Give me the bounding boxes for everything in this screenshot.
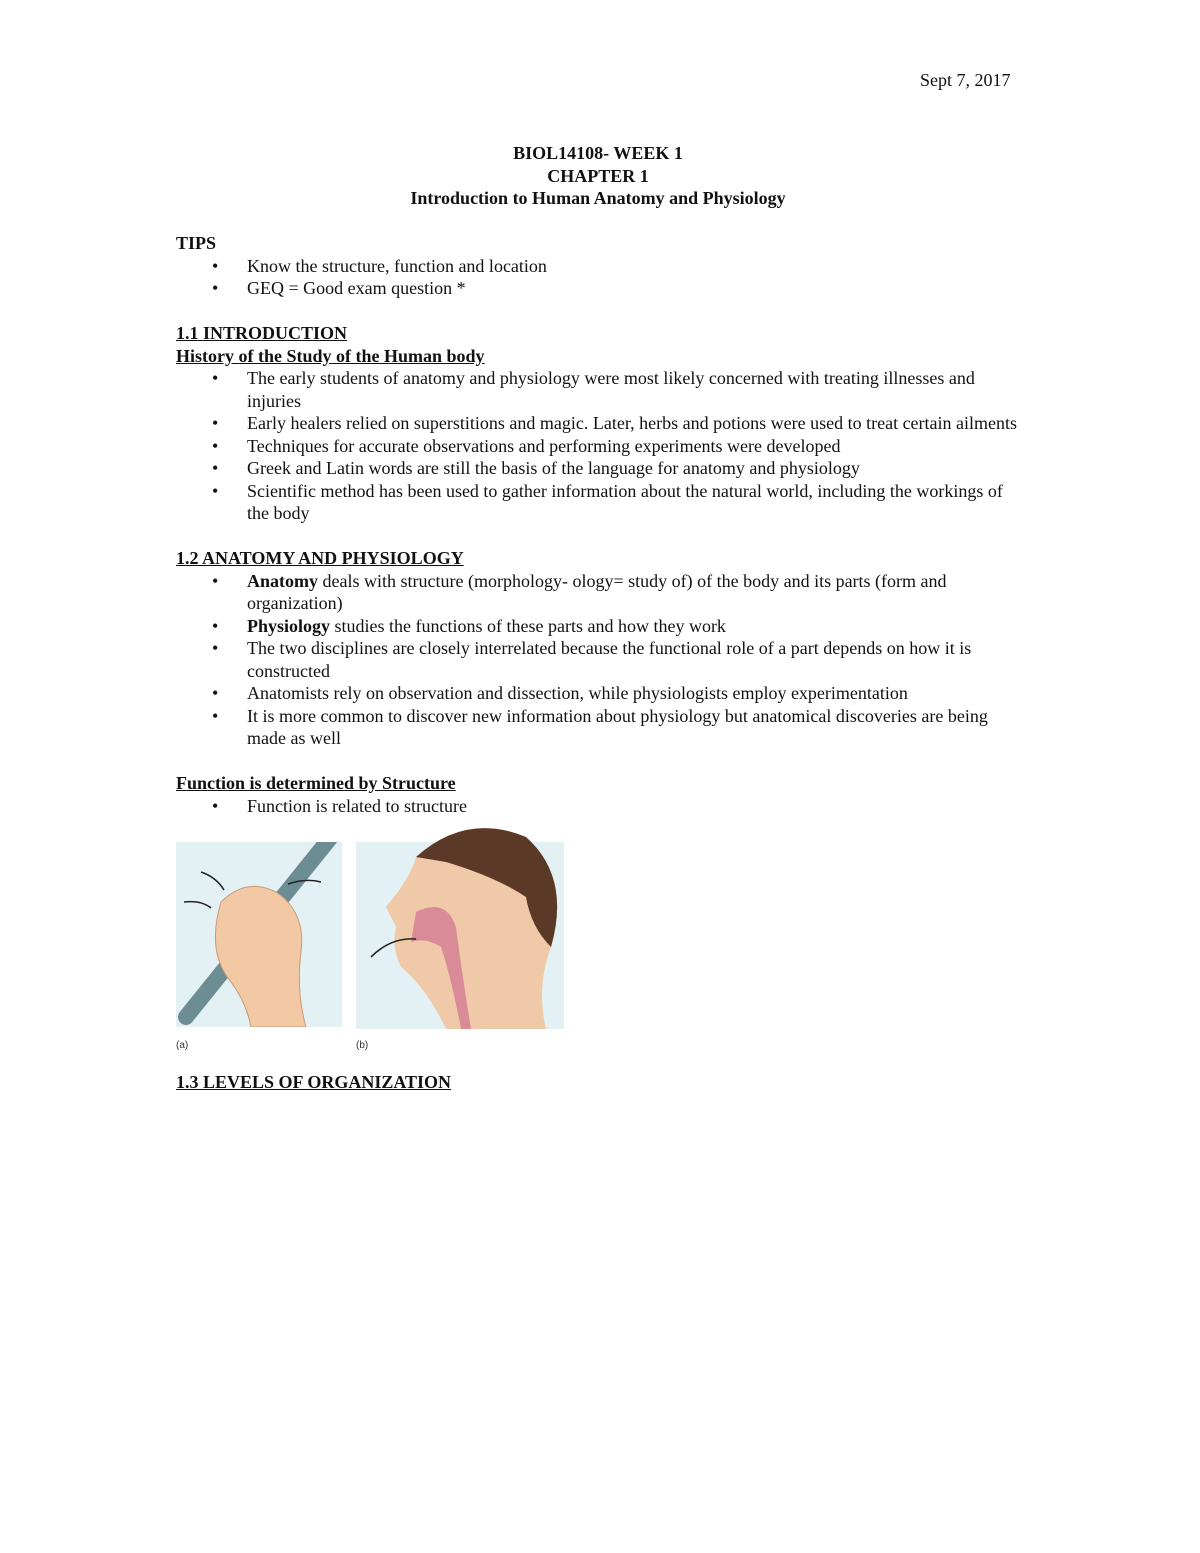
term: Anatomy — [247, 570, 318, 591]
list-item: • The early students of anatomy and physiology were most likely concerned with treating illnesses and injuries — [176, 367, 1021, 412]
list-item — [176, 637, 1021, 682]
list-item — [176, 570, 1021, 615]
figure — [176, 817, 1021, 1057]
list-item: • Early healers relied on superstitions and magic. Later, herbs and potions were used to treat certain ailments — [176, 412, 1021, 435]
section-subheading: History of the Study of the Human body — [176, 345, 485, 366]
definition: studies the functions of these parts and how they work — [330, 615, 726, 636]
head-mouth-illustration — [356, 817, 564, 1029]
term: Physiology — [247, 615, 331, 636]
section-subheading: Function is determined by Structure — [176, 773, 456, 793]
function-list — [176, 795, 1021, 818]
list-item: • Know the structure, function and location — [176, 255, 1021, 278]
document-header — [176, 142, 1020, 210]
chapter-subtitle: Introduction to Human Anatomy and Physiology — [410, 188, 786, 208]
list-item — [176, 682, 1021, 705]
list-item — [176, 705, 1021, 750]
list-item — [176, 615, 1021, 638]
item-text: The two disciplines are closely interrelated because the functional role of a part depends on how it is constructed — [247, 638, 972, 681]
figure-label-a: (a) — [176, 1040, 189, 1051]
date: Sept 7, 2017 — [920, 70, 1011, 90]
tips-heading: TIPS — [176, 233, 217, 253]
intro-list — [176, 367, 1021, 525]
list-item: • GEQ = Good exam question * — [176, 277, 1021, 300]
section-heading: 1.3 LEVELS OF ORGANIZATION — [176, 1072, 452, 1092]
course-title: BIOL14108- WEEK 1 — [513, 143, 683, 163]
chapter-title: CHAPTER 1 — [547, 165, 649, 186]
document-body — [176, 232, 1021, 1094]
tips-list — [176, 255, 1021, 300]
item-text: It is more common to discover new information about physiology but anatomical discoveries are being made as well — [247, 705, 988, 748]
list-item: • Function is related to structure — [176, 795, 1021, 818]
list-item: • Scientific method has been used to gather information about the natural world, including the workings of the body — [176, 480, 1021, 525]
section-heading: 1.1 INTRODUCTION — [176, 323, 348, 343]
figure-label-b: (b) — [356, 1040, 369, 1051]
item-text: Anatomists rely on observation and dissection, while physiologists employ experimentation — [247, 683, 908, 703]
definition: deals with structure (morphology- ology= study of) of the body and its parts (form and organization) — [247, 570, 947, 613]
hand-grip-illustration — [176, 842, 342, 1027]
list-item: • Greek and Latin words are still the basis of the language for anatomy and physiology — [176, 457, 1021, 480]
section-heading: 1.2 ANATOMY AND PHYSIOLOGY — [176, 548, 464, 568]
list-item: • Techniques for accurate observations and performing experiments were developed — [176, 435, 1021, 458]
anatomy-list — [176, 570, 1021, 750]
